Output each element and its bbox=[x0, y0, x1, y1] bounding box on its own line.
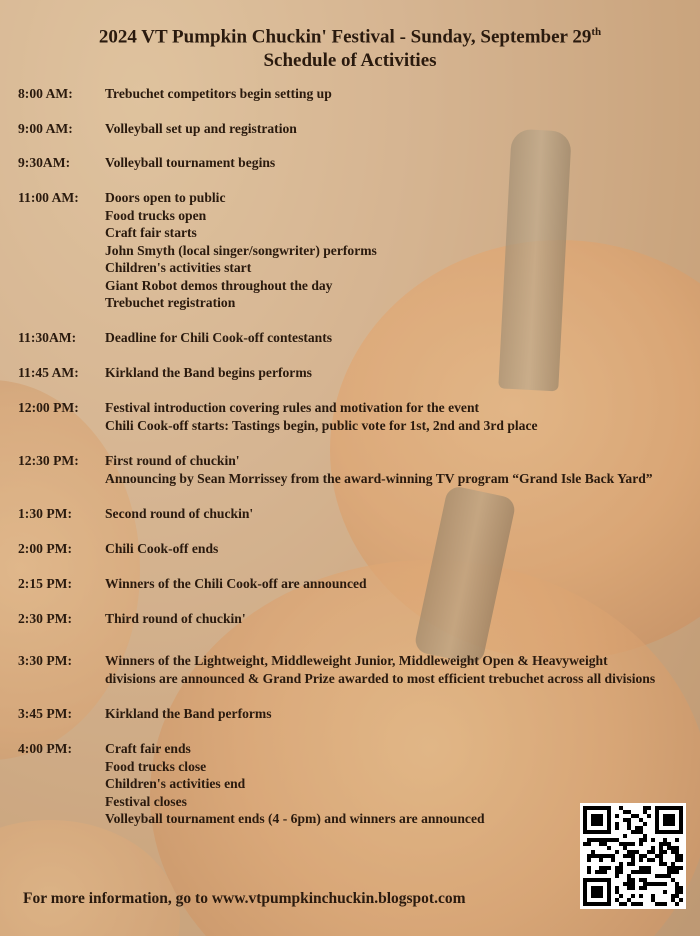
schedule-entry bbox=[18, 705, 272, 723]
activity-item: Trebuchet competitors begin setting up bbox=[105, 86, 332, 101]
schedule-entry bbox=[18, 652, 655, 687]
schedule-time: 9:30AM: bbox=[18, 155, 71, 170]
schedule-activities bbox=[105, 610, 246, 628]
activity-item: Craft fair starts bbox=[105, 225, 197, 240]
schedule-time: 3:45 PM: bbox=[18, 706, 72, 721]
activity-item: Doors open to public bbox=[105, 190, 226, 205]
schedule-entry bbox=[18, 540, 218, 558]
schedule-activities bbox=[105, 399, 538, 434]
schedule-entry bbox=[18, 154, 275, 172]
schedule-time: 2:00 PM: bbox=[18, 541, 72, 556]
schedule-time: 11:30AM: bbox=[18, 330, 77, 345]
schedule-time: 8:00 AM: bbox=[18, 86, 73, 101]
schedule-activities bbox=[105, 505, 253, 523]
activity-item: Volleyball set up and registration bbox=[105, 121, 297, 136]
schedule-entry bbox=[18, 364, 312, 382]
schedule-activities bbox=[105, 120, 297, 138]
activity-item: Second round of chuckin' bbox=[105, 506, 254, 521]
activity-item: Chili Cook-off starts: Tastings begin, public vote for 1st, 2nd and 3rd place bbox=[105, 417, 538, 433]
schedule-entry bbox=[18, 399, 538, 434]
schedule-activities bbox=[105, 189, 377, 312]
activity-item: Volleyball tournament ends (4 - 6pm) and winners are announced bbox=[105, 811, 485, 826]
activity-item: Festival introduction covering rules and motivation for the event bbox=[105, 400, 480, 415]
schedule-time: 2:30 PM: bbox=[18, 611, 72, 626]
activity-item: Giant Robot demos throughout the day bbox=[105, 277, 333, 293]
schedule-entry bbox=[18, 85, 332, 103]
page-title: 2024 VT Pumpkin Chuckin' Festival - Sunday, September 29th bbox=[98, 26, 602, 48]
schedule-entry bbox=[18, 452, 653, 487]
activity-item: Festival closes bbox=[105, 793, 187, 809]
schedule-entry bbox=[18, 610, 246, 628]
schedule-time: 4:00 PM: bbox=[18, 741, 72, 756]
qr-code-icon[interactable] bbox=[580, 803, 686, 909]
activity-item: Volleyball tournament begins bbox=[105, 155, 276, 170]
activity-item: Announcing by Sean Morrissey from the award-winning TV program “Grand Isle Back Yard” bbox=[105, 470, 653, 486]
activity-item: Third round of chuckin' bbox=[105, 611, 246, 626]
schedule-activities bbox=[105, 154, 275, 172]
activity-item: Trebuchet registration bbox=[105, 295, 236, 310]
activity-item: Deadline for Chili Cook-off contestants bbox=[105, 330, 333, 345]
schedule-activities bbox=[105, 452, 653, 487]
schedule-time: 9:00 AM: bbox=[18, 121, 73, 136]
activity-item: Kirkland the Band performs bbox=[105, 706, 272, 721]
schedule-time: 11:45 AM: bbox=[18, 365, 79, 380]
schedule-entry bbox=[18, 189, 377, 312]
activity-item: Winners of the Chili Cook-off are announced bbox=[105, 576, 367, 591]
activity-item: John Smyth (local singer/songwriter) performs bbox=[105, 242, 377, 258]
activity-item: Children's activities end bbox=[105, 776, 246, 791]
schedule-time: 11:00 AM: bbox=[18, 190, 79, 205]
schedule-activities bbox=[105, 329, 332, 347]
schedule-entry bbox=[18, 740, 485, 828]
title-superscript: th bbox=[591, 26, 602, 38]
schedule-entry bbox=[18, 575, 367, 593]
footer-info[interactable]: For more information, go to www.vtpumpkinchuckin.blogspot.com bbox=[23, 890, 466, 907]
schedule-time: 2:15 PM: bbox=[18, 576, 72, 591]
activity-item: Winners of the Lightweight, Middleweight Junior, Middleweight Open & Heavyweight bbox=[105, 653, 608, 668]
activity-item: divisions are announced & Grand Prize awarded to most efficient trebuchet across all divisions bbox=[105, 670, 656, 686]
schedule-activities bbox=[105, 575, 367, 593]
schedule-activities bbox=[105, 652, 655, 687]
schedule-time: 3:30 PM: bbox=[18, 653, 72, 668]
activity-item: Children's activities start bbox=[105, 260, 252, 275]
schedule-activities bbox=[105, 705, 272, 723]
schedule-activities bbox=[105, 85, 332, 103]
activity-item: Kirkland the Band begins performs bbox=[105, 365, 312, 380]
schedule-time: 1:30 PM: bbox=[18, 506, 72, 521]
schedule-entry bbox=[18, 329, 332, 347]
activity-item: Chili Cook-off ends bbox=[105, 541, 219, 556]
schedule-activities bbox=[105, 540, 218, 558]
schedule-activities bbox=[105, 364, 312, 382]
schedule-time: 12:30 PM: bbox=[18, 453, 79, 468]
activity-item: First round of chuckin' bbox=[105, 453, 240, 468]
activity-item: Food trucks close bbox=[105, 758, 207, 774]
activity-item: Craft fair ends bbox=[105, 741, 191, 756]
schedule-entry bbox=[18, 120, 297, 138]
schedule-time: 12:00 PM: bbox=[18, 400, 79, 415]
schedule-activities bbox=[105, 740, 485, 828]
page-subtitle: Schedule of Activities bbox=[263, 50, 437, 72]
activity-item: Food trucks open bbox=[105, 207, 207, 223]
schedule-entry bbox=[18, 505, 253, 523]
header bbox=[0, 0, 700, 73]
